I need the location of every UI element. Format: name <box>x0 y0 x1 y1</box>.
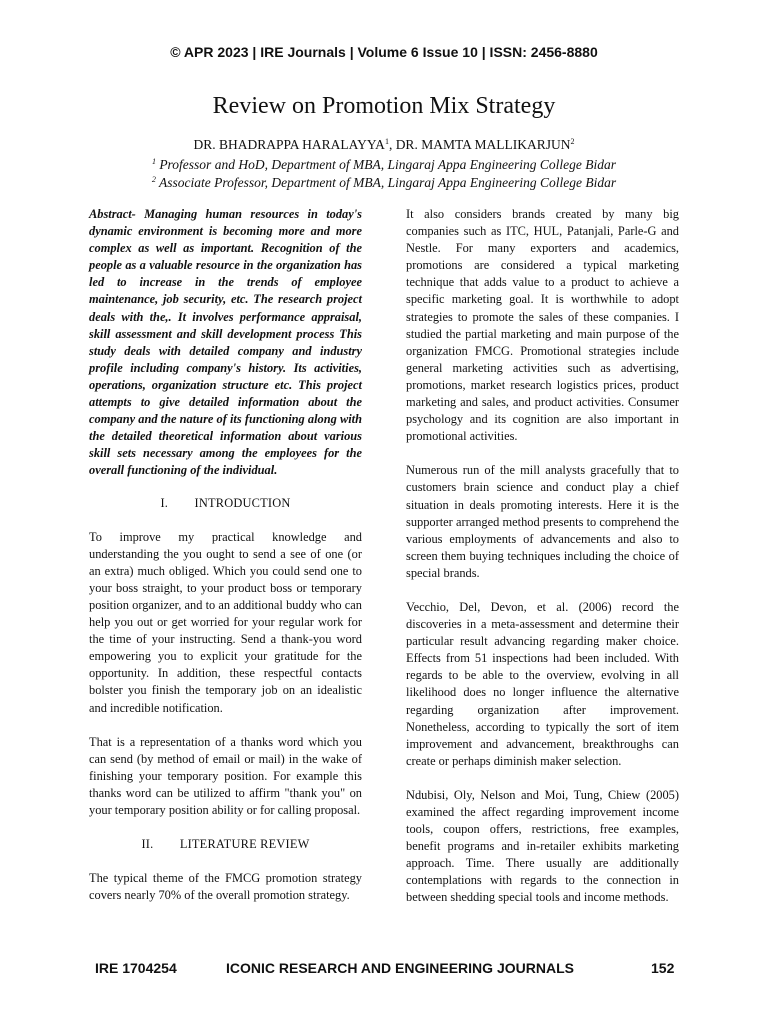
author-1-sup: 1 <box>384 137 389 146</box>
left-column <box>89 206 362 904</box>
intro-paragraph-2: That is a representation of a thanks word which you can send (by method of email or mail) in the wake of finishing your temporary position. For example this thanks word can be utilized to affirm "thank you" on your temporary position ability or for calling proposal. <box>89 734 362 817</box>
paper-title: Review on Promotion Mix Strategy <box>212 93 556 119</box>
section-heading-literature-review: II. LITERATURE REVIEW <box>141 837 310 852</box>
affiliation-2 <box>0 175 768 191</box>
author-1: DR. BHADRAPPA HARALAYYA <box>193 137 385 152</box>
right-paragraph-4: Ndubisi, Oly, Nelson and Moi, Tung, Chiew (2005) examined the affect regarding improvement income tools, coupon offers, restrictions, free examples, benefit programs and in-retailer exhibits marketing approach. Time. There usually are additionally contemplations with regards to the connection in between shedding special tools and income methods. <box>406 787 679 905</box>
footer-journal-name: ICONIC RESEARCH AND ENGINEERING JOURNALS <box>226 960 574 976</box>
intro-paragraph-1: To improve my practical knowledge and understanding the you ought to send a see of one (or an extra) much obliged. Which you could send one to your boss straight, to your product boss or temporary position organizer, and to an additional buddy who can help you out or get worried for your regular work for the time of your instructing. Send a thank-you word empowering you to explicit your gratitude for the opportunity. In addition, these respectful contacts bolster you finish the temporary job on an idealistic and incredible notification. <box>89 529 362 715</box>
right-paragraph-3: Vecchio, Del, Devon, et al. (2006) record the discoveries in a meta-assessment and determine their particular result advancing regarding maker choice. Effects from 51 inspections had been included. With regards to be able to the overview, evolving in all likelihood does no longer influence the alternative regarding organization after improvement. Nonetheless, according to typically the sort of item improvement and advancement, breakthroughs can create or perhaps diminish maker selection. <box>406 599 679 768</box>
abstract-label: Abstract- <box>89 207 136 221</box>
footer-article-id: IRE 1704254 <box>95 960 177 976</box>
right-paragraph-2: Numerous run of the mill analysts gracefully that to customers brain science and conduct play a chief situation in deals promoting interests. Here it is the supporter arranged method presents to comprehend the various employments of advancements and also to screen them buying techniques including the choice of special brands. <box>406 463 679 580</box>
author-line <box>0 137 768 153</box>
section-heading-introduction: I. INTRODUCTION <box>160 495 291 510</box>
right-paragraph-1: It also considers brands created by many big companies such as ITC, HUL, Patanjali, Parle-G and Nestle. For many exporters and academics, promotions are considered a typical marketing technique that adds value to a product to achieve a specific marketing goal. It is worthwhile to adopt strategies to promote the sales of these companies. I studied the partial marketing and main purpose of the organization FMCG. Promotional strategies include general marketing activities such as advertising, promotions, market research logistics prices, product marketing and sales, and product activities. Consumer psychology and its cognition are also important in promotional activities. <box>406 207 679 444</box>
footer-page-number: 152 <box>651 960 675 976</box>
affiliation-2-text: Associate Professor, Department of MBA, Lingaraj Appa Engineering College Bidar <box>155 175 617 190</box>
affiliation-2-sup: 2 <box>151 175 156 184</box>
author-separator: , <box>388 137 396 152</box>
abstract-text: Managing human resources in today's dynamic environment is becoming more and more complex as well as important. Recognition of the people as a valuable resource in the organization has led to increase in the trends of employee maintenance, job security, etc. The research project deals with the,. It involves performance appraisal, skill assessment and skill development process This study deals with detailed company and industry profile including company's history. Its activities, operations, organization structure etc. This project attempts to give detailed information about the company and the nature of its functioning along with the detailed theoretical information about various skill sets necessary among the employees for the overall functioning of the individual. <box>89 207 362 478</box>
right-column <box>406 206 679 907</box>
abstract <box>89 206 362 480</box>
affiliation-1-sup: 1 <box>151 157 156 166</box>
author-2-sup: 2 <box>570 137 575 146</box>
affiliation-1 <box>0 157 768 173</box>
author-2: DR. MAMTA MALLIKARJUN <box>395 137 571 152</box>
affiliation-1-text: Professor and HoD, Department of MBA, Lingaraj Appa Engineering College Bidar <box>155 157 617 172</box>
journal-header: © APR 2023 | IRE Journals | Volume 6 Issue 10 | ISSN: 2456-8880 <box>170 44 598 60</box>
literature-paragraph-1: The typical theme of the FMCG promotion strategy covers nearly 70% of the overall promotion strategy. <box>89 871 362 903</box>
